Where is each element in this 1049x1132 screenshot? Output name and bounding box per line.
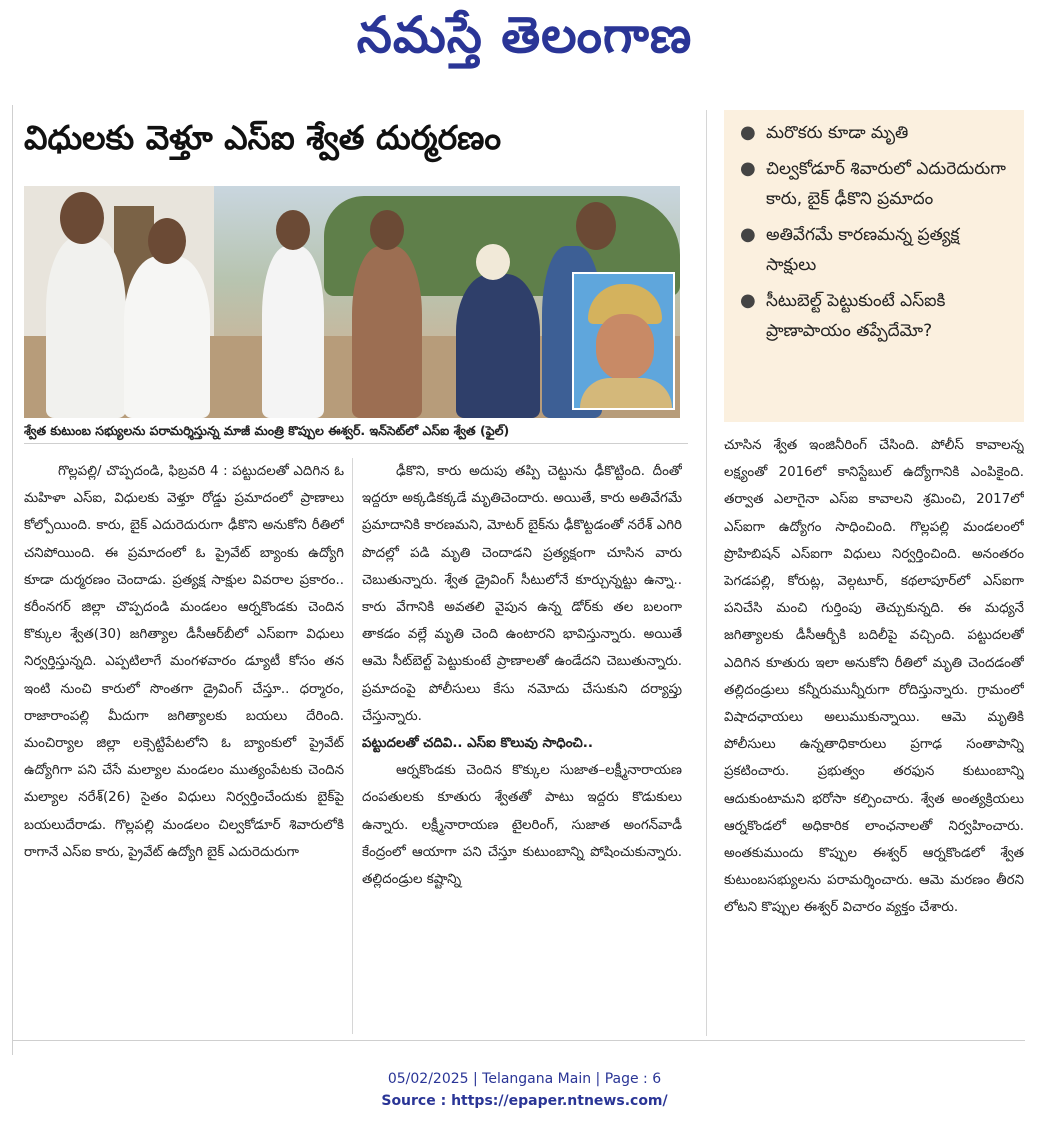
- photo-caption: శ్వేత కుటుంబ సభ్యులను పరామర్శిస్తున్న మాజీ మంత్రి కొప్పుల ఈశ్వర్‌. ఇన్‌సెట్‌లో ఎస్‌ఐ శ్వేత (ఫైల్‌): [24, 420, 688, 444]
- bullet-icon: ●: [740, 224, 756, 245]
- article-paragraph: ఢీకొని, కారు అదుపు తప్పి చెట్టును ఢీకొట్టింది. దీంతో ఇద్దరూ అక్కడికక్కడే మృతిచెందారు. అయితే, కారు అతివేగమే ప్రమాదానికి కారణమని, మోటర్‌ బైక్‌ను ఢీకొట్టడంతో నరేశ్‌ ఎగిరి పొదల్లో పడి మృతి చెందాడని ప్రత్యక్షంగా చూసిన వారు చెబుతున్నారు. శ్వేత డ్రైవింగ్‌ సీటులోనే కూర్చున్నట్టు ఉన్నా.. కారు వేగానికి అవతలి వైపున ఉన్న డోర్‌కు తల బలంగా తాకడం వల్లే మృతి చెంది ఉంటారని భావిస్తున్నారు. అయితే ఆమె సీట్‌బెల్ట్‌ పెట్టుకుంటే ప్రాణాలతో ఉండేదని చెబుతున్నారు. ప్రమాదంపై పోలీసులు కేసు నమోదు చేసుకుని దర్యాప్తు చేస్తున్నారు.: [362, 464, 682, 724]
- column-divider: [706, 110, 707, 1036]
- bullet-icon: ●: [740, 158, 756, 179]
- bullet-icon: ●: [740, 122, 756, 143]
- photo-head: [60, 192, 104, 244]
- photo-person: [262, 246, 324, 418]
- highlight-item: ● సీటుబెల్ట్‌ పెట్టుకుంటే ఎస్‌ఐకి ప్రాణాపాయం తప్పేదేమో?: [732, 286, 1014, 346]
- inset-face: [596, 314, 654, 380]
- page-divider: [12, 105, 13, 1055]
- photo-person: [352, 246, 422, 418]
- inset-uniform: [580, 378, 672, 410]
- footer-source-link[interactable]: Source : https://epaper.ntnews.com/: [381, 1093, 668, 1109]
- photo-person: [46, 236, 126, 418]
- article-column-1: [24, 458, 344, 1038]
- inset-portrait: [572, 272, 675, 410]
- photo-person: [124, 256, 210, 418]
- column-divider: [352, 458, 353, 1034]
- footer-divider: [12, 1040, 1025, 1041]
- photo-head: [370, 210, 404, 250]
- highlights-list: [732, 118, 1014, 346]
- article-column-2: [362, 458, 682, 1038]
- photo-head: [148, 218, 186, 264]
- article-headline: విధులకు వెళ్తూ ఎస్‌ఐ శ్వేత దుర్మరణం: [24, 118, 502, 157]
- highlight-item: ● అతివేగమే కారణమన్న ప్రత్యక్ష సాక్షులు: [732, 220, 1014, 280]
- footer-date-line: 05/02/2025 | Telangana Main | Page : 6: [387, 1071, 662, 1087]
- highlight-item: ● మరొకరు కూడా మృతి: [732, 118, 1014, 148]
- article-paragraph: గొల్లపల్లి/ చొప్పదండి, ఫిబ్రవరి 4 : పట్టుదలతో ఎదిగిన ఓ మహిళా ఎస్‌ఐ, విధులకు వెళ్తూ రోడ్డు ప్రమాదంలో ప్రాణాలు కోల్పోయింది. కారు, బైక్‌ ఎదురెదురుగా ఢీకొని అనుకోని రీతిలో చనిపోయింది. ఈ ప్రమాదంలో ఓ ప్రైవేట్‌ బ్యాంకు ఉద్యోగి కూడా దుర్మరణం చెందాడు. ప్రత్యక్ష సాక్షుల వివరాల ప్రకారం.. కరీంనగర్‌ జిల్లా చొప్పదండి మండలం ఆర్నకొండకు చెందిన కొక్కుల శ్వేత(30) జగిత్యాల డీసీఆర్‌బీలో ఎస్‌ఐగా విధులు నిర్వర్తిస్తున్నది. ఎప్పటిలాగే మంగళవారం డ్యూటీ కోసం తన ఇంటి నుంచి కారులో సొంతగా డ్రైవింగ్‌ చేస్తూ.. ధర్మారం, రాజారాంపల్లి మీదుగా జగిత్యాలకు బయలు దేరింది. మంచిర్యాల జిల్లా లక్సెట్టిపేటలోని ఓ బ్యాంకులో ప్రైవేట్‌ ఉద్యోగిగా పని చేసే మల్యాల మండలం ముత్యంపేటకు చెందిన మల్యాల నరేశ్‌(26) సైతం విధులు నిర్వర్తించేందుకు బైక్‌పై బయలుదేరాడు. గొల్లపల్లి మండలం చిల్వకోడూర్‌ శివారులోకి రాగానే ఎస్‌ఐ కారు, ప్రైవేట్‌ ఉద్యోగి బైక్‌ ఎదురెదురుగా: [24, 464, 344, 860]
- bullet-icon: ●: [740, 290, 756, 311]
- page-footer: [0, 1068, 1049, 1112]
- article-subhead: పట్టుదలతో చదివి.. ఎస్‌ఐ కొలువు సాధించి..: [362, 736, 593, 752]
- article-column-3: [724, 432, 1024, 1038]
- photo-head: [276, 210, 310, 250]
- photo-head: [576, 202, 616, 250]
- masthead-title: నమస్తే తెలంగాణ: [356, 5, 693, 64]
- photo-head: [476, 244, 510, 280]
- photo-person: [456, 274, 540, 418]
- article-paragraph: ఆర్నకొండకు చెందిన కొక్కుల సుజాత–లక్ష్మీనారాయణ దంపతులకు కూతురు శ్వేతతో పాటు ఇద్దరు కొడుకులు ఉన్నారు. లక్ష్మీనారాయణ టైలరింగ్‌, సుజాత అంగన్‌వాడీ కేంద్రంలో ఆయాగా పని చేస్తూ కుటుంబాన్ని పోషించుకున్నారు. తల్లిదండ్రుల కష్టాన్ని: [362, 763, 682, 888]
- highlight-item: ● చిల్వకోడూర్‌ శివారులో ఎదురెదురుగా కారు, బైక్‌ ఢీకొని ప్రమాదం: [732, 154, 1014, 214]
- masthead: [0, 2, 1049, 80]
- article-paragraph: చూసిన శ్వేత ఇంజినీరింగ్‌ చేసింది. పోలీస్‌ కావాలన్న లక్ష్యంతో 2016లో కానిస్టేబుల్‌ ఉద్యోగానికి ఎంపికైంది. తర్వాత ఎలాగైనా ఎస్‌ఐ కావాలని శ్రమించి, 2017లో ఎస్‌ఐగా ఉద్యోగం సాధించింది. గొల్లపల్లి మండలంలో ప్రొహిబిషన్‌ ఎస్‌ఐగా విధులు నిర్వర్తించింది. అనంతరం పెగడపల్లి, కోరుట్ల, వెల్గటూర్‌, కథలాపూర్‌లో ఎస్‌ఐగా పనిచేసి మంచి గుర్తింపు తెచ్చుకున్నది. ఈ మధ్యనే జగిత్యాలకు డీసీఆర్బీకి బదిలీపై వచ్చింది. పట్టుదలతో ఎదిగిన కూతురు ఇలా అనుకోని రీతిలో మృతి చెందడంతో తల్లిదండ్రులు కన్నీరుమున్నీరుగా రోదిస్తున్నారు. గ్రామంలో విషాదఛాయలు అలుముకున్నాయి. ఆమె మృతికి పోలీసులు ఉన్నతాధికారులు ప్రగాఢ సంతాపాన్ని ప్రకటించారు. ప్రభుత్వం తరఫున కుటుంబాన్ని ఆదుకుంటామని భరోసా కల్పించారు. శ్వేత అంత్యక్రియలు ఆర్నకొండలో అధికారిక లాంఛనాలతో నిర్వహించారు. అంతకుముందు కొప్పుల ఈశ్వర్‌ ఆర్నకొండలో శ్వేత కుటుంబసభ్యులను పరామర్శించారు. ఆమె మరణం తీరని లోటని కొప్పుల ఈశ్వర్‌ విచారం వ్యక్తం చేశారు.: [724, 438, 1024, 916]
- highlights-box: [724, 110, 1024, 422]
